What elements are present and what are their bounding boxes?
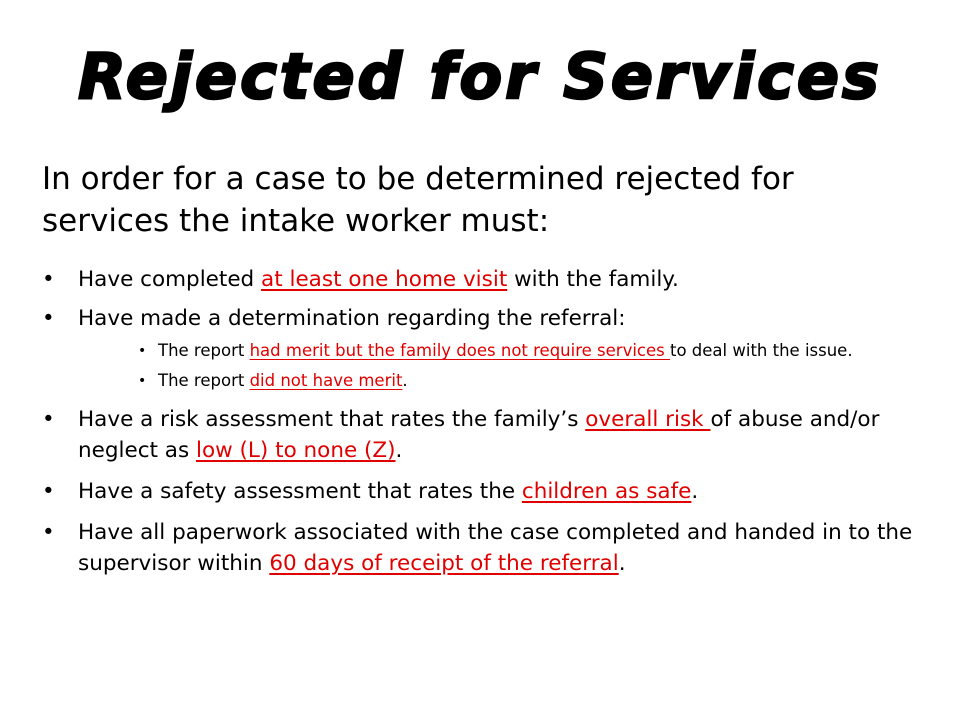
list-item	[42, 264, 922, 295]
sub-bullet-text: The report	[158, 371, 250, 390]
sub-list-item	[138, 340, 922, 362]
list-item	[42, 404, 922, 466]
bullet-icon: •	[42, 479, 55, 504]
bullet-icon: •	[42, 267, 55, 292]
highlight-link[interactable]: low (L) to none (Z)	[196, 438, 396, 463]
bullet-icon: •	[42, 306, 55, 331]
highlight-link[interactable]: children as safe	[521, 479, 692, 504]
list-item	[42, 476, 922, 507]
highlight-link[interactable]: had merit but the family does not require services	[249, 341, 670, 360]
bullet-icon: •	[42, 520, 55, 545]
bullet-list	[42, 264, 922, 579]
bullet-icon: •	[138, 373, 147, 389]
sub-bullet-text: .	[402, 371, 408, 390]
bullet-text: Have a safety assessment that rates the	[78, 479, 522, 504]
highlight-link[interactable]: overall risk	[585, 407, 711, 432]
sub-list-item	[138, 370, 922, 392]
highlight-link[interactable]: 60 days of receipt of the referral	[269, 551, 619, 576]
bullet-icon: •	[138, 343, 147, 359]
highlight-link[interactable]: did not have merit	[249, 371, 403, 390]
sub-bullet-list	[78, 340, 922, 392]
bullet-icon: •	[42, 407, 55, 432]
slide-title: Rejected for Services	[78, 40, 882, 113]
bullet-text: Have a risk assessment that rates the family’s	[78, 407, 586, 432]
bullet-text: .	[395, 438, 403, 463]
list-item	[42, 517, 922, 579]
bullet-text: Have made a determination regarding the referral:	[78, 306, 626, 331]
bullet-text: with the family.	[507, 267, 679, 292]
bullet-text: of abuse and/or neglect as	[78, 407, 880, 463]
list-item	[42, 303, 922, 392]
bullet-text: Have all paperwork associated with the case completed and handed in to the supervisor within	[78, 520, 913, 576]
bullet-text: Have completed	[78, 267, 262, 292]
bullet-text: .	[618, 551, 626, 576]
intro-text: In order for a case to be determined rejected for services the intake worker must:	[42, 161, 794, 239]
sub-bullet-text: The report	[158, 341, 250, 360]
sub-bullet-text: to deal with the issue.	[670, 341, 853, 360]
highlight-link[interactable]: at least one home visit	[261, 267, 508, 292]
bullet-text: .	[691, 479, 699, 504]
